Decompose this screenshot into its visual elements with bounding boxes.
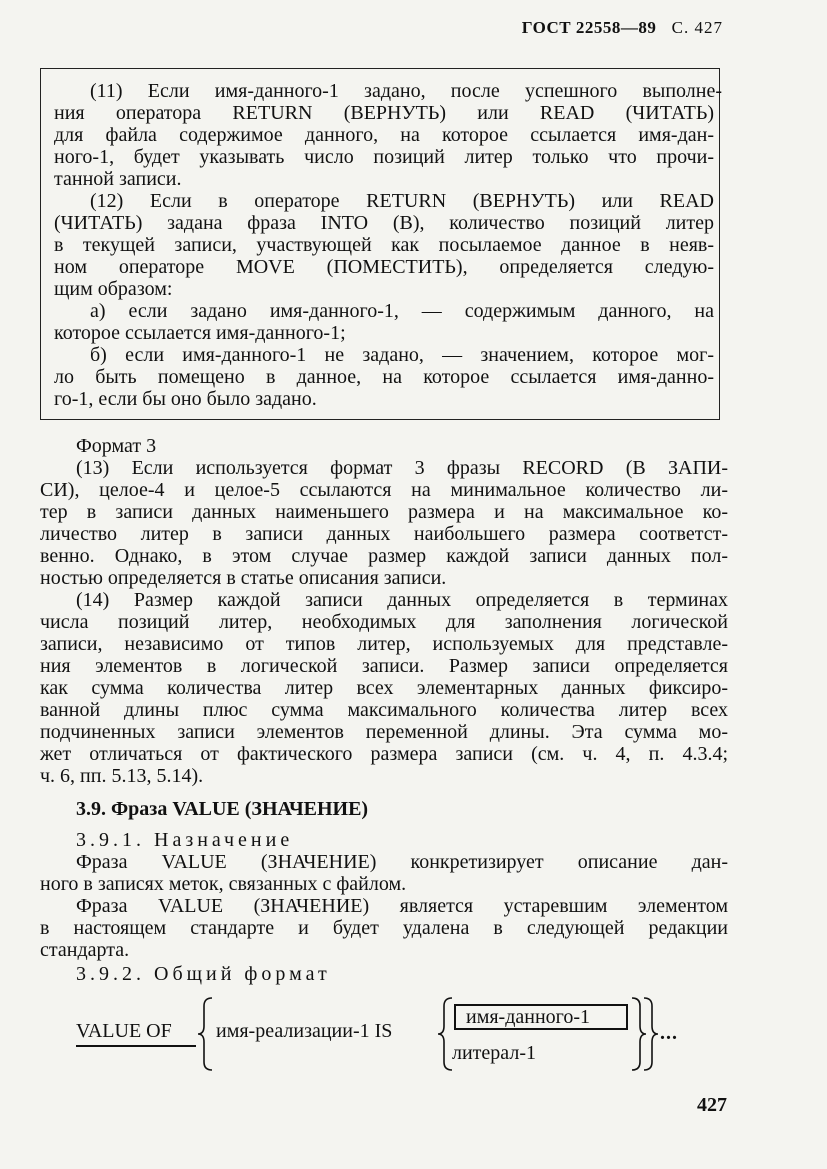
body-text-line: тер в записи данных наименьшего размера и на максимальное ко- xyxy=(40,501,728,523)
body-text-line: жет отличаться от фактического размера записи (см. ч. 4, п. 4.3.4; xyxy=(40,743,728,765)
body-text-line: венно. Однако, в этом случае размер каждой записи данных пол- xyxy=(40,545,728,567)
repeat-ellipsis: ... xyxy=(660,1022,678,1044)
body-text-line: Фраза VALUE (ЗНАЧЕНИЕ) конкретизирует описание дан- xyxy=(76,851,728,873)
option-box-right-rule xyxy=(626,1006,628,1028)
framed-text-line: ного-1, будет указывать число позиций литер только что прочи- xyxy=(54,146,714,168)
keyword-value-of: VALUE OF xyxy=(76,1020,172,1042)
framed-text-line: а) если задано имя-данного-1, — содержимым данного, на xyxy=(90,300,714,322)
subsection-heading: 3.9.2. Общий формат xyxy=(76,963,331,985)
option-underline xyxy=(454,1028,628,1030)
body-text-line: как сумма количества литер всех элементарных данных фиксиро- xyxy=(40,677,728,699)
body-text-line: записи, независимо от типов литер, используемых для представле- xyxy=(40,633,728,655)
framed-text-line: (11) Если имя-данного-1 задано, после успешного выполне- xyxy=(90,80,722,102)
framed-text-line: которое ссылается имя-данного-1; xyxy=(54,322,346,344)
body-text-line: личество литер в записи данных наибольшего размера соответст- xyxy=(40,523,728,545)
page-number: 427 xyxy=(697,1094,727,1116)
framed-text-line: в текущей записи, участвующей как посылаемое данное в неяв- xyxy=(54,234,714,256)
framed-text-line: щим образом: xyxy=(54,278,173,300)
framed-text-line: ло быть помещено в данное, на которое ссылается имя-данно- xyxy=(54,366,714,388)
framed-text-line: ния оператора RETURN (ВЕРНУТЬ) или READ (ЧИТАТЬ) xyxy=(54,102,714,124)
framed-text-line: танной записи. xyxy=(54,168,182,190)
body-text-line: ного в записях меток, связанных с файлом. xyxy=(40,873,407,895)
framed-text-line: го-1, если бы оно было задано. xyxy=(54,388,317,410)
standard-code: ГОСТ 22558—89 xyxy=(521,18,657,37)
subsection-heading: 3.9.1. Назначение xyxy=(76,829,294,851)
body-text-line: (13) Если используется формат 3 фразы RECORD (В ЗАПИ- xyxy=(76,457,728,479)
body-text-line: ния элементов в логической записи. Размер записи определяется xyxy=(40,655,728,677)
option-data-name: имя-данного-1 xyxy=(466,1006,591,1028)
framed-text-line: для файла содержимое данного, на которое ссылается имя-дан- xyxy=(54,124,714,146)
section-heading: 3.9. Фраза VALUE (ЗНАЧЕНИЕ) xyxy=(76,798,369,820)
framed-text-line: (12) Если в операторе RETURN (ВЕРНУТЬ) или READ xyxy=(90,190,714,212)
body-text-line: (14) Размер каждой записи данных определяется в терминах xyxy=(76,589,728,611)
page-reference: С. 427 xyxy=(671,18,723,37)
option-literal: литерал-1 xyxy=(452,1042,536,1064)
option-box-top-rule xyxy=(454,1004,628,1006)
body-text-line: СИ), целое-4 и целое-5 ссылаются на минимальное количество ли- xyxy=(40,479,728,501)
impl-name-term: имя-реализации-1 IS xyxy=(216,1020,393,1042)
body-text-line: стандарта. xyxy=(40,939,130,961)
right-brace-inner xyxy=(628,996,648,1072)
left-brace-outer xyxy=(196,996,216,1072)
left-brace-inner xyxy=(436,996,456,1072)
right-brace-outer xyxy=(640,996,660,1072)
framed-text-line: ном операторе MOVE (ПОМЕСТИТЬ), определяется следую- xyxy=(54,256,714,278)
keyword-underline xyxy=(76,1045,196,1047)
body-text-line: ч. 6, пп. 5.13, 5.14). xyxy=(40,765,204,787)
body-text-line: числа позиций литер, необходимых для заполнения логической xyxy=(40,611,728,633)
body-text-line: ванной длины плюс сумма максимального количества литер всех xyxy=(40,699,728,721)
framed-text-line: (ЧИТАТЬ) задана фраза INTO (В), количество позиций литер xyxy=(54,212,714,234)
body-text-line: подчиненных записи элементов переменной длины. Эта сумма мо- xyxy=(40,721,728,743)
body-text-line: Формат 3 xyxy=(76,435,157,457)
page-header xyxy=(522,18,723,38)
framed-text-line: б) если имя-данного-1 не задано, — значением, которое мог- xyxy=(90,344,714,366)
body-text-line: в настоящем стандарте и будет удалена в следующей редакции xyxy=(40,917,728,939)
body-text-line: Фраза VALUE (ЗНАЧЕНИЕ) является устаревшим элементом xyxy=(76,895,728,917)
option-box-left-rule xyxy=(454,1006,456,1028)
body-text-line: ностью определяется в статье описания записи. xyxy=(40,567,447,589)
